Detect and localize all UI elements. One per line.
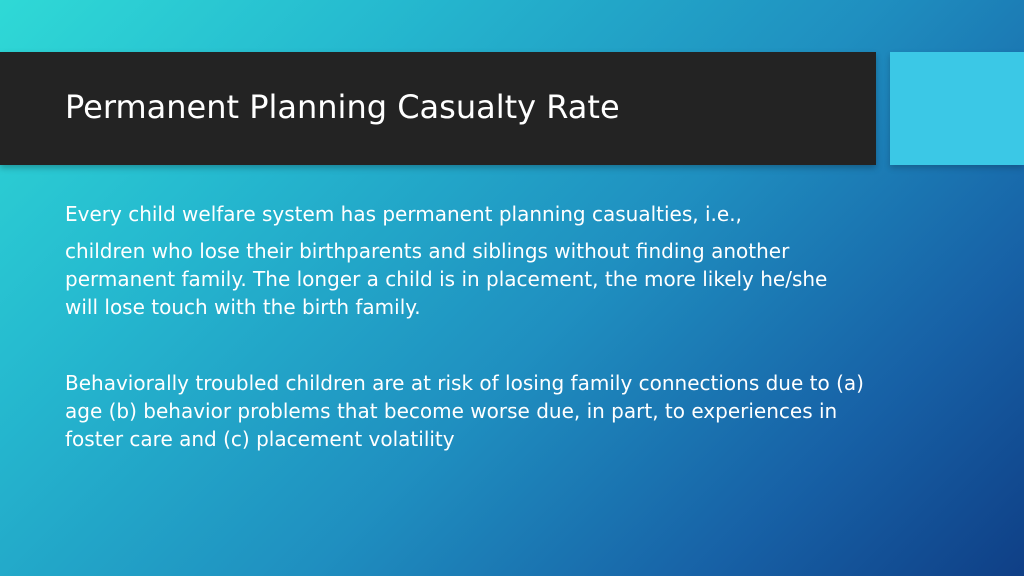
accent-square <box>890 52 1024 165</box>
body-paragraph-2: Behaviorally troubled children are at risk of losing family connections due to (a) age (b) behavior problems that become worse due, in part, to experiences in foster care and (c) placement volatility <box>65 371 864 451</box>
body-line-1: Every child welfare system has permanent planning casualties, i.e., <box>65 202 742 226</box>
slide-title: Permanent Planning Casualty Rate <box>65 88 620 126</box>
title-bar <box>0 52 876 165</box>
body-paragraph-1: children who lose their birthparents and siblings without finding another permanent family. The longer a child is in placement, the more likely he/she will lose touch with the birth family. <box>65 239 828 319</box>
